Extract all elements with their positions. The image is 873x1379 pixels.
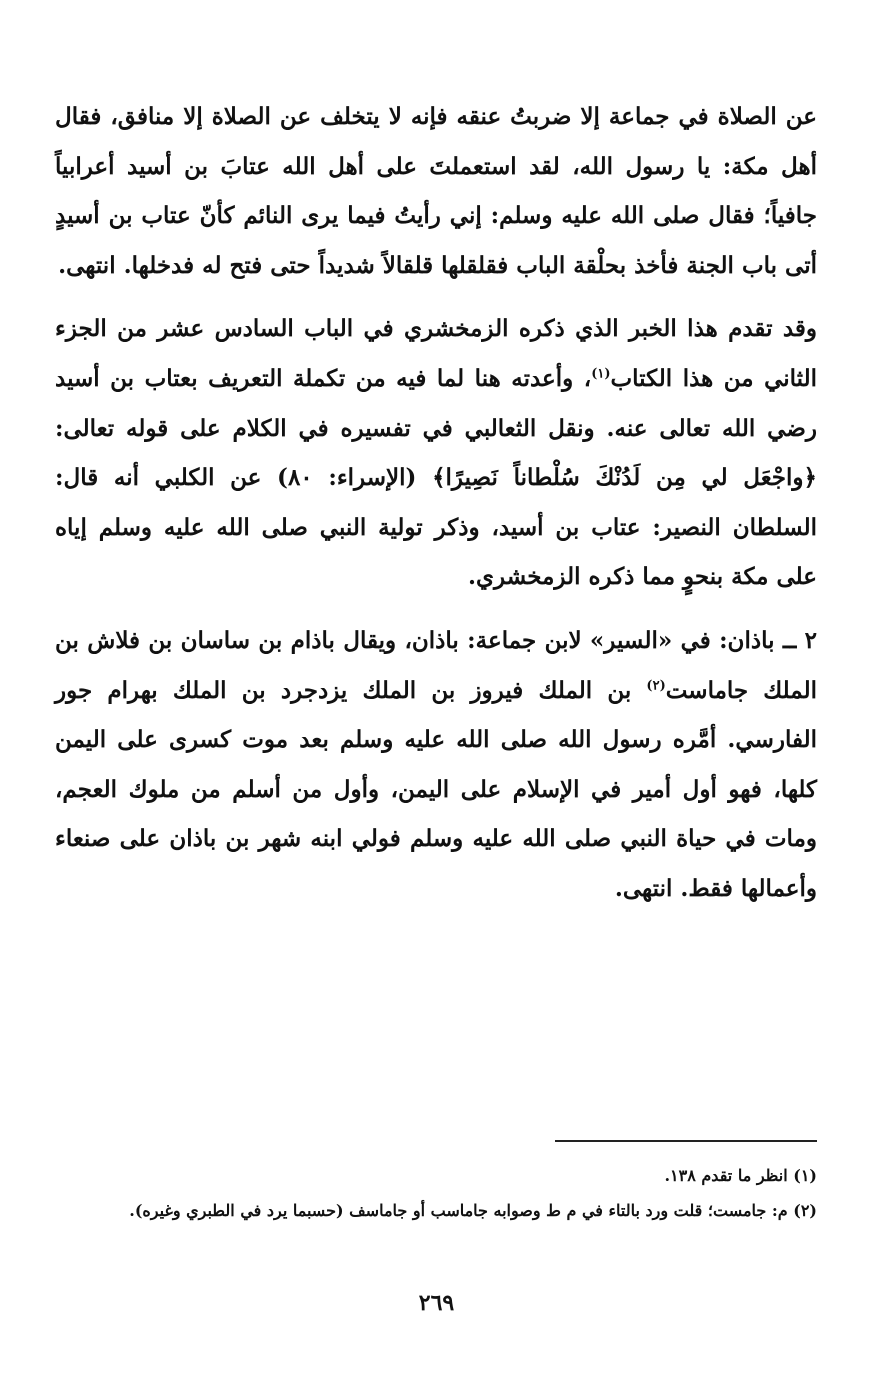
paragraph-3-text-b: بن الملك فيروز بن الملك يزدجرد بن الملك بهرام جور الفارسي. أمَّره رسول الله صلى الله عليه وسلم بعد موت كسرى على اليمن كلها، فهو أول أمير في الإسلام على اليمن، وأول من أسلم من ملوك العجم، ومات في حياة النبي صلى الله عليه وسلم فولي ابنه شهر بن باذان على صنعاء وأعمالها فقط. انتهى. — [55, 676, 817, 902]
footnote-2: (٢) م: جامست؛ قلت ورد بالتاء في م ط وصوابه جاماسب أو جاماسف (حسبما يرد في الطبري وغيره). — [129, 1201, 817, 1220]
paragraph-2-text-b: ، وأعدته هنا لما فيه من تكملة التعريف بعتاب بن أسيد رضي الله تعالى عنه. ونقل الثعالبي في تفسيره في الكلام على قوله تعالى: — [55, 364, 817, 442]
paragraph-3-text-a: ٢ ــ باذان: في «السير» لابن جماعة: باذان، ويقال باذام بن ساسان بن فلاش بن الملك جاماست — [55, 626, 817, 704]
footnote-1: (١) انظر ما تقدم ١٣٨. — [664, 1166, 817, 1185]
footnotes — [55, 1158, 817, 1228]
footnote-ref-2: (٢) — [646, 677, 666, 693]
paragraph-2-text-c: (الإسراء: ٨٠) عن الكلبي أنه قال: السلطان النصير: عتاب بن أسيد، وذكر تولية النبي صلى الله عليه وسلم إياه على مكة بنحوٍ مما ذكره الزمخشري. — [55, 464, 817, 591]
quran-verse: ﴿واجْعَل لي مِن لَدُنْكَ سُلْطاناً نَصِيرًا﴾ — [432, 464, 818, 492]
page-number: ٢٦٩ — [418, 1290, 455, 1316]
page-body — [55, 92, 817, 914]
paragraph-2 — [55, 304, 817, 602]
footnote-ref-1: (١) — [591, 366, 611, 382]
footnote-divider — [555, 1140, 817, 1142]
paragraph-1 — [55, 92, 817, 290]
paragraph-2-text-a: وقد تقدم هذا الخبر الذي ذكره الزمخشري في الباب السادس عشر من الجزء الثاني من هذا الكتاب — [55, 315, 818, 392]
paragraph-3 — [55, 616, 817, 914]
paragraph-1-text: عن الصلاة في جماعة إلا ضربتُ عنقه فإنه لا يتخلف عن الصلاة إلا منافق، فقال أهل مكة: يا رسول الله، لقد استعملتَ على أهل الله عتابَ بن أسيد أعرابياً جافياً؛ فقال صلى الله عليه وسلم: إني رأيتُ فيما يرى النائم كأنّ عتاب بن أسيدٍ أتى باب الجنة فأخذ بحلْقة الباب فقلقلها قلقالاً شديداً حتى فتح له فدخلها. انتهى. — [55, 103, 817, 279]
